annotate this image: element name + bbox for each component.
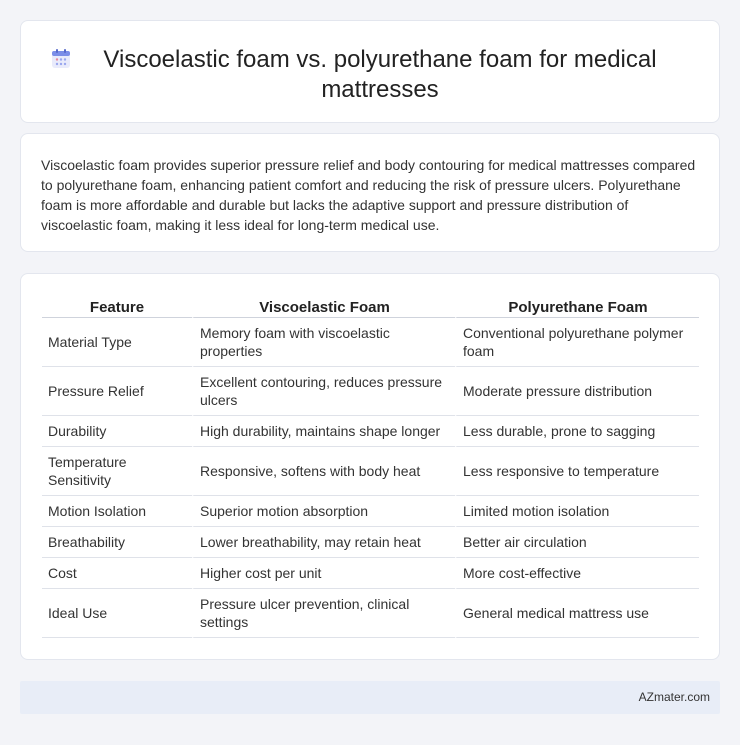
table-row [42, 496, 699, 527]
column-header: Viscoelastic Foam [192, 296, 455, 318]
viscoelastic-cell: High durability, maintains shape longer [192, 416, 455, 447]
table-row [42, 416, 699, 447]
title-card [20, 20, 720, 123]
viscoelastic-cell: Pressure ulcer prevention, clinical settings [192, 589, 455, 638]
feature-cell: Durability [42, 416, 192, 447]
polyurethane-cell: Conventional polyurethane polymer foam [455, 318, 699, 367]
feature-cell: Cost [42, 558, 192, 589]
polyurethane-cell: More cost-effective [455, 558, 699, 589]
viscoelastic-cell: Excellent contouring, reduces pressure ulcers [192, 367, 455, 416]
feature-cell: Pressure Relief [42, 367, 192, 416]
comparison-table [42, 296, 699, 638]
polyurethane-cell: Limited motion isolation [455, 496, 699, 527]
feature-cell: Material Type [42, 318, 192, 367]
summary-text: Viscoelastic foam provides superior pressure relief and body contouring for medical mattresses compared to polyurethane foam, enhancing patient comfort and reducing the risk of pressure ulcers. Polyurethane foam is more affordable and durable but lacks the adaptive support and pressure distribution of viscoelastic foam, making it less ideal for long-term medical use. [41, 157, 696, 233]
table-row [42, 527, 699, 558]
polyurethane-cell: General medical mattress use [455, 589, 699, 638]
table-row [42, 447, 699, 496]
table-header-row [42, 296, 699, 318]
feature-cell: Motion Isolation [42, 496, 192, 527]
column-header: Polyurethane Foam [455, 296, 699, 318]
table-row [42, 318, 699, 367]
comparison-card [20, 273, 720, 660]
viscoelastic-cell: Higher cost per unit [192, 558, 455, 589]
feature-cell: Temperature Sensitivity [42, 447, 192, 496]
feature-cell: Breathability [42, 527, 192, 558]
polyurethane-cell: Less durable, prone to sagging [455, 416, 699, 447]
table-row [42, 558, 699, 589]
page-title: Viscoelastic foam vs. polyurethane foam for medical mattresses [103, 46, 657, 103]
table-row [42, 589, 699, 638]
feature-cell: Ideal Use [42, 589, 192, 638]
polyurethane-cell: Better air circulation [455, 527, 699, 558]
footer-bar [20, 681, 720, 714]
viscoelastic-cell: Lower breathability, may retain heat [192, 527, 455, 558]
viscoelastic-cell: Memory foam with viscoelastic properties [192, 318, 455, 367]
table-row [42, 367, 699, 416]
viscoelastic-cell: Superior motion absorption [192, 496, 455, 527]
viscoelastic-cell: Responsive, softens with body heat [192, 447, 455, 496]
column-header: Feature [42, 296, 192, 318]
summary-card [20, 133, 720, 252]
polyurethane-cell: Moderate pressure distribution [455, 367, 699, 416]
footer-brand[interactable]: AZmater.com [638, 690, 710, 704]
polyurethane-cell: Less responsive to temperature [455, 447, 699, 496]
